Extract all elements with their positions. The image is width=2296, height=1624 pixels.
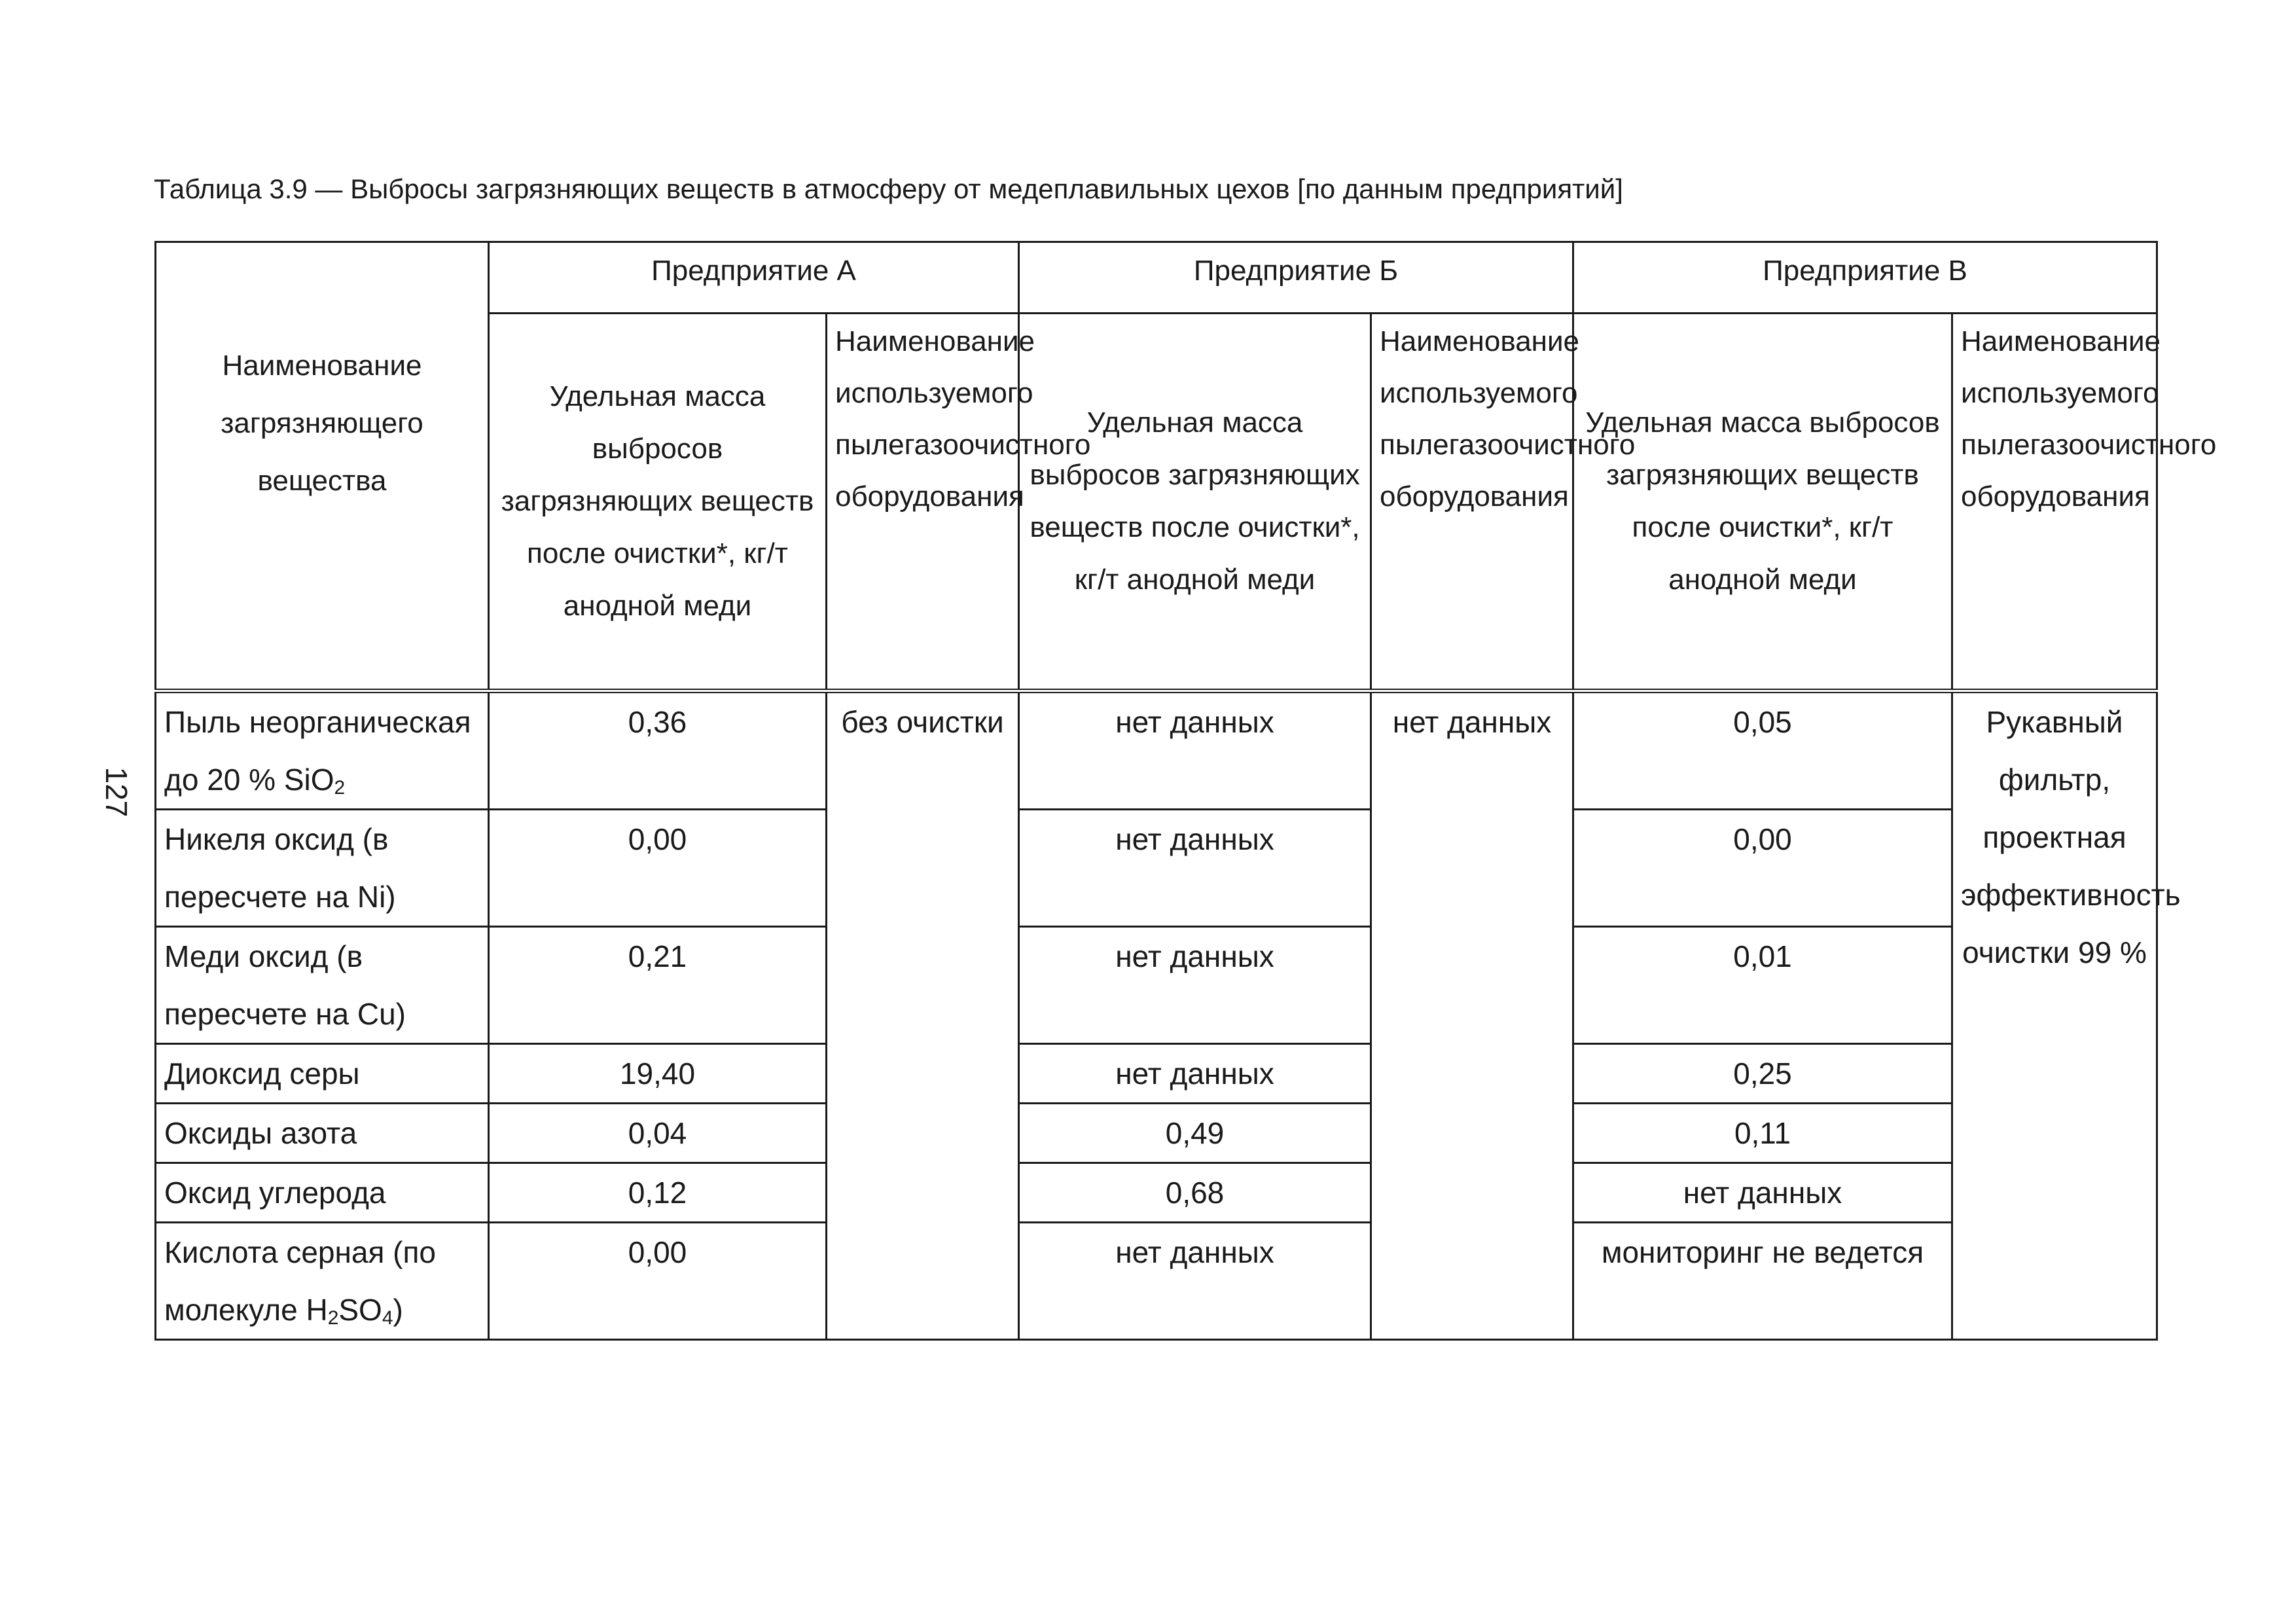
value-b: нет данных — [1019, 691, 1371, 810]
header-substance: Наименование загрязняющего вещества — [156, 242, 489, 691]
header-equipment-c: Наименование используемого пылегазоочистного оборудования — [1952, 314, 2157, 691]
value-b: 0,68 — [1019, 1163, 1371, 1223]
value-a: 0,04 — [489, 1104, 827, 1163]
header-enterprise-a: Предприятие А — [489, 242, 1019, 314]
substance-name: Оксиды азота — [156, 1104, 489, 1163]
value-a: 0,12 — [489, 1163, 827, 1223]
value-b: нет данных — [1019, 1044, 1371, 1104]
value-c: мониторинг не ведется — [1573, 1223, 1952, 1340]
table-row — [156, 1223, 2157, 1340]
value-a: 0,36 — [489, 691, 827, 810]
header-equipment-a: Наименование используемого пылегазоочистного оборудования — [827, 314, 1019, 691]
header-enterprise-c: Предприятие В — [1573, 242, 2157, 314]
table-row — [156, 691, 2157, 810]
value-c: 0,01 — [1573, 927, 1952, 1044]
value-c: 0,05 — [1573, 691, 1952, 810]
table-row — [156, 1163, 2157, 1223]
header-equipment-b: Наименование используемого пылегазоочистного оборудования — [1371, 314, 1573, 691]
value-b: 0,49 — [1019, 1104, 1371, 1163]
table-row — [156, 810, 2157, 927]
value-c: 0,25 — [1573, 1044, 1952, 1104]
substance-name: Диоксид серы — [156, 1044, 489, 1104]
header-mass-a: Удельная масса выбросов загрязняющих веществ после очистки*, кг/т анодной меди — [489, 314, 827, 691]
value-c: 0,00 — [1573, 810, 1952, 927]
value-b: нет данных — [1019, 1223, 1371, 1340]
equipment-c: Рукавный фильтр, проектная эффективность очистки 99 % — [1952, 691, 2157, 1340]
table-row — [156, 1044, 2157, 1104]
equipment-a: без очистки — [827, 691, 1019, 1340]
substance-name: Меди оксид (в пересчете на Cu) — [156, 927, 489, 1044]
value-c: нет данных — [1573, 1163, 1952, 1223]
header-enterprise-b: Предприятие Б — [1019, 242, 1573, 314]
substance-name: Никеля оксид (в пересчете на Ni) — [156, 810, 489, 927]
table-caption: Таблица 3.9 — Выбросы загрязняющих веществ в атмосферу от медеплавильных цехов [по данным предприятий] — [154, 173, 1623, 204]
value-a: 0,00 — [489, 1223, 827, 1340]
emissions-table — [154, 241, 2217, 1341]
value-b: нет данных — [1019, 927, 1371, 1044]
value-c: 0,11 — [1573, 1104, 1952, 1163]
table-row — [156, 1104, 2157, 1163]
value-a: 0,21 — [489, 927, 827, 1044]
substance-name: Оксид углерода — [156, 1163, 489, 1223]
table-row — [156, 927, 2157, 1044]
header-mass-c: Удельная масса выбросов загрязняющих веществ после очистки*, кг/т анодной меди — [1573, 314, 1952, 691]
substance-name: Кислота серная (по молекуле $H_2SO_4$) — [156, 1223, 489, 1340]
substance-name: Пыль неорганическая до 20 % SiO$_2$ — [156, 691, 489, 810]
value-a: 19,40 — [489, 1044, 827, 1104]
header-row-enterprises — [156, 242, 2157, 314]
header-mass-b: Удельная масса выбросов загрязняющих веществ после очистки*, кг/т анодной меди — [1019, 314, 1371, 691]
value-a: 0,00 — [489, 810, 827, 927]
value-b: нет данных — [1019, 810, 1371, 927]
equipment-b: нет данных — [1371, 691, 1573, 1340]
page-number: 127 — [99, 767, 134, 818]
